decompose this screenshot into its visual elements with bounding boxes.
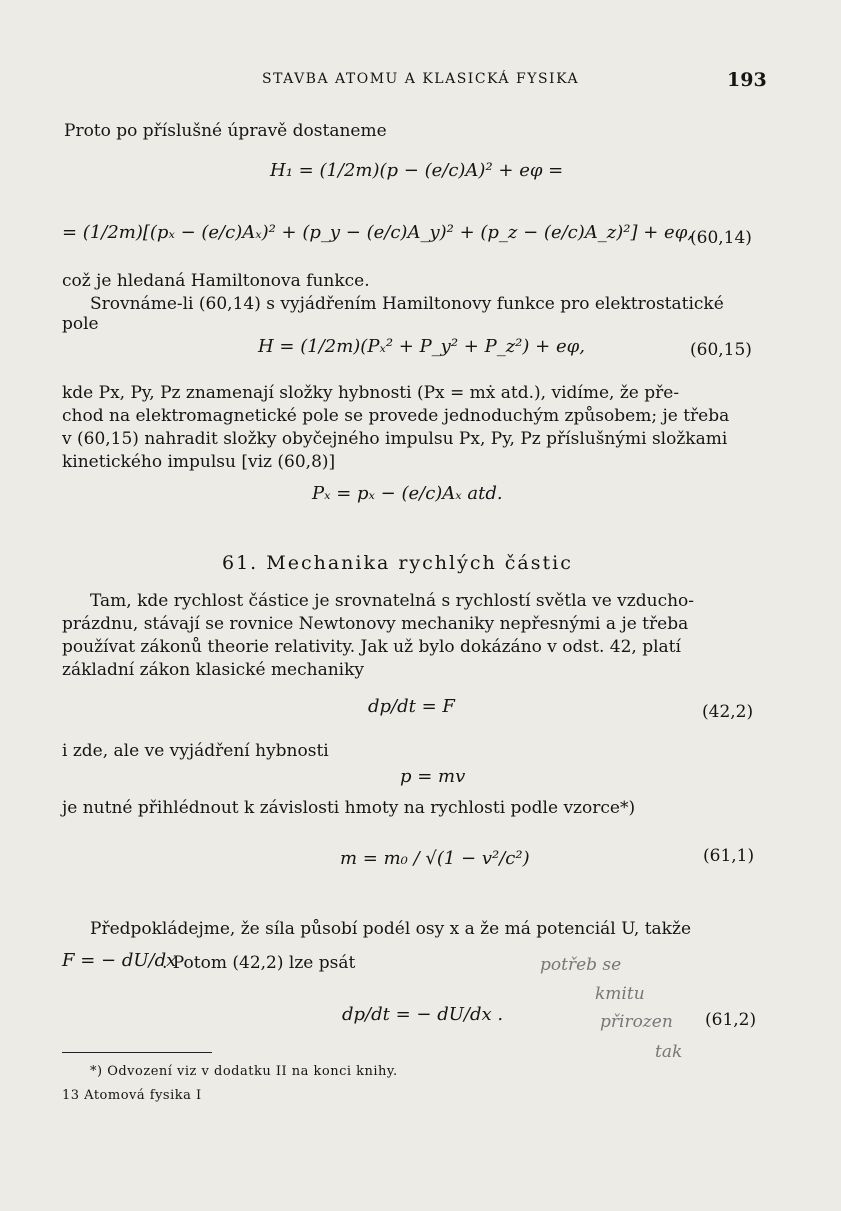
- signature-mark: 13 Atomová fysika I: [62, 1088, 202, 1103]
- equation-newton-law: dp/dt = F: [368, 696, 455, 717]
- paragraph-compare-line1: Srovnáme-li (60,14) s vyjádřením Hamiltonovy funkce pro elektrostatické: [90, 294, 724, 314]
- pencil-annotation-1: potřeb se: [540, 955, 622, 975]
- paragraph-mass-dependence: je nutné přihlédnout k závislosti hmoty na rychlosti podle vzorce*): [62, 798, 636, 818]
- paragraph-momentum-line4: kinetického impulsu [viz (60,8)]: [62, 452, 336, 472]
- paragraph-momentum-line2: chod na elektromagnetické pole se provede jednoduchým způsobem; je třeba: [62, 406, 730, 426]
- equation-electrostatic-hamiltonian: H = (1/2m)(Pₓ² + P_y² + P_z²) + eφ,: [258, 336, 585, 357]
- paragraph-momentum-expression: i zde, ale ve vyjádření hybnosti: [62, 741, 329, 761]
- equation-hamiltonian-2: = (1/2m)[(pₓ − (e/c)Aₓ)² + (p_y − (e/c)A_y)² + (p_z − (e/c)A_z)²] + eφ,: [62, 222, 694, 243]
- paragraph-relativity-line3: používat zákonů theorie relativity. Jak už bylo dokázáno v odst. 42, platí: [62, 637, 681, 657]
- paragraph-relativity-line1: Tam, kde rychlost částice je srovnatelná s rychlostí světla ve vzducho-: [90, 591, 695, 611]
- paragraph-intro: Proto po příslušné úpravě dostaneme: [64, 121, 387, 141]
- footnote: *) Odvození viz v dodatku II na konci knihy.: [90, 1064, 398, 1079]
- pencil-annotation-2: kmitu: [595, 984, 645, 1004]
- paragraph-relativity-line4: základní zákon klasické mechaniky: [62, 660, 365, 680]
- footnote-rule: [62, 1052, 212, 1053]
- equation-force-potential: F = − dU/dx: [62, 950, 177, 971]
- page-number: 193: [727, 69, 767, 91]
- pencil-annotation-4: tak: [655, 1042, 683, 1062]
- equation-number-42-2: (42,2): [702, 702, 754, 722]
- equation-momentum: p = mv: [400, 766, 466, 787]
- paragraph-relativity-line2: prázdnu, stávají se rovnice Newtonovy mechaniky nepřesnými a je třeba: [62, 614, 689, 634]
- paragraph-momentum-line1: kde Px, Py, Pz znamenají složky hybnosti (Px = mẋ atd.), vidíme, že pře-: [62, 383, 680, 403]
- equation-number-60-14: (60,14): [690, 228, 752, 248]
- running-header: STAVBA ATOMU A KLASICKÁ FYSIKA: [262, 71, 580, 87]
- equation-number-61-1: (61,1): [703, 846, 755, 866]
- paragraph-compare-line2: pole: [62, 314, 99, 334]
- equation-hamiltonian-1: H₁ = (1/2m)(p − (e/c)A)² + eφ =: [270, 160, 564, 181]
- equation-kinetic-impulse: Pₓ = pₓ − (e/c)Aₓ atd.: [312, 483, 503, 504]
- paragraph-hamilton-function: což je hledaná Hamiltonova funkce.: [62, 271, 370, 291]
- pencil-annotation-3: přirozen: [600, 1012, 673, 1032]
- paragraph-potential-line1: Předpokládejme, že síla působí podél osy x a že má potenciál U, takže: [90, 919, 692, 939]
- equation-relativistic-mass: m = m₀ / √(1 − v²/c²): [340, 848, 530, 869]
- equation-relativistic-motion: dp/dt = − dU/dx .: [342, 1004, 504, 1025]
- section-title: 61. Mechanika rychlých částic: [222, 552, 573, 574]
- equation-number-61-2: (61,2): [705, 1010, 757, 1030]
- paragraph-momentum-line3: v (60,15) nahradit složky obyčejného impulsu Px, Py, Pz příslušnými složkami: [62, 429, 728, 449]
- equation-number-60-15: (60,15): [690, 340, 752, 360]
- paragraph-potential-line2: . Potom (42,2) lze psát: [162, 953, 356, 973]
